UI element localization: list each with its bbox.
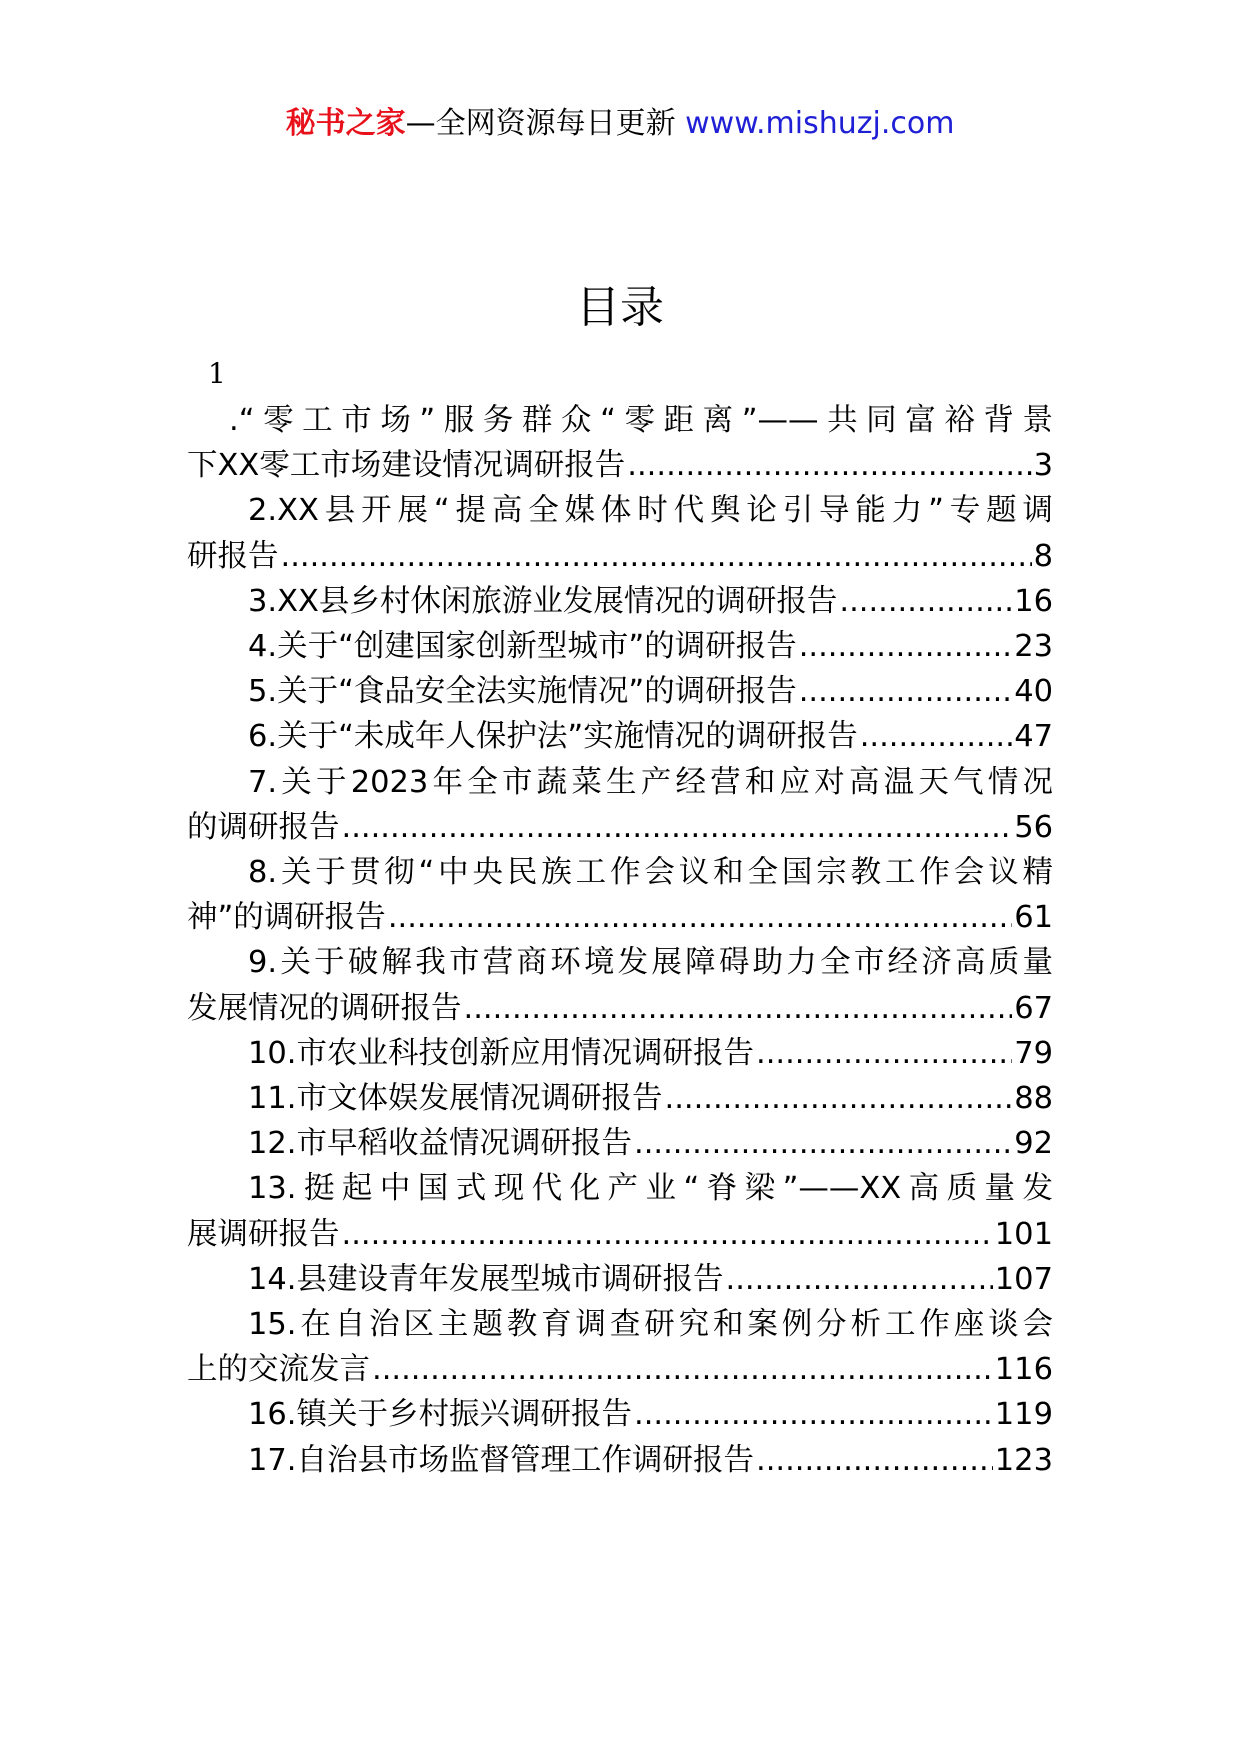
toc-entry-title: 下XX零工市场建设情况调研报告: [187, 448, 626, 484]
table-of-contents: [187, 398, 1053, 1483]
dot-leader: [281, 534, 1032, 579]
toc-entry-title-line: 8.关于贯彻“中央民族工作会议和全国宗教工作会议精: [248, 855, 1053, 891]
toc-entry[interactable]: [187, 1438, 1053, 1483]
toc-entry[interactable]: [187, 850, 1053, 940]
toc-page-number: 107: [994, 1261, 1053, 1297]
toc-entry[interactable]: [187, 624, 1053, 669]
toc-entry[interactable]: [187, 398, 1053, 488]
toc-entry[interactable]: [187, 760, 1053, 850]
toc-entry[interactable]: [187, 488, 1053, 578]
toc-entry-row: [187, 534, 1053, 579]
toc-entry[interactable]: [187, 1257, 1053, 1302]
toc-entry-title: 发展情况的调研报告: [187, 990, 462, 1026]
dot-leader: [726, 1257, 993, 1302]
toc-entry[interactable]: [187, 940, 1053, 1030]
toc-entry-row: [187, 443, 1053, 488]
toc-entry[interactable]: [187, 1392, 1053, 1437]
toc-entry-row: [187, 624, 1053, 669]
toc-entry[interactable]: [187, 1302, 1053, 1392]
toc-entry-title: 14.县建设青年发展型城市调研报告: [248, 1261, 724, 1297]
toc-entry-row: [187, 805, 1053, 850]
dot-leader: [756, 1438, 993, 1483]
site-header: [0, 104, 1240, 144]
site-url[interactable]: www.mishuzj.com: [685, 106, 955, 141]
toc-entry-title: 研报告: [187, 538, 279, 574]
toc-entry-title: 17.自治县市场监督管理工作调研报告: [248, 1442, 755, 1478]
toc-page-number: 123: [994, 1442, 1053, 1478]
toc-page-number: 119: [994, 1397, 1053, 1433]
dot-leader: [342, 805, 1013, 850]
toc-page-number: 47: [1014, 719, 1053, 755]
list-marker: 1: [208, 357, 226, 390]
toc-entry[interactable]: [187, 669, 1053, 714]
toc-entry-title: 10.市农业科技创新应用情况调研报告: [248, 1035, 755, 1071]
toc-page-number: 67: [1014, 990, 1053, 1026]
toc-entry-row: [187, 1392, 1053, 1437]
toc-entry-title: 16.镇关于乡村振兴调研报告: [248, 1397, 633, 1433]
dot-leader: [634, 1392, 993, 1437]
toc-entry-title-line: 13.挺起中国式现代化产业“脊梁”——XX高质量发: [248, 1171, 1053, 1207]
toc-entry-row: [187, 1212, 1053, 1257]
toc-page-number: 56: [1014, 809, 1053, 845]
toc-entry-row: [187, 1031, 1053, 1076]
toc-entry-row: [187, 1257, 1053, 1302]
toc-page-number: 61: [1014, 900, 1053, 936]
toc-entry[interactable]: [187, 1121, 1053, 1166]
toc-entry-title: 5.关于“食品安全法实施情况”的调研报告: [248, 674, 797, 710]
toc-entry-row: [187, 1347, 1053, 1392]
toc-entry-row: [187, 986, 1053, 1031]
toc-page-number: 23: [1014, 629, 1053, 665]
dot-leader: [634, 1121, 1012, 1166]
dot-leader: [860, 714, 1012, 759]
toc-entry-title: 展调研报告: [187, 1216, 340, 1252]
toc-page-number: 40: [1014, 674, 1053, 710]
toc-entry-title: 11.市文体娱发展情况调研报告: [248, 1081, 663, 1117]
toc-entry-title: 4.关于“创建国家创新型城市”的调研报告: [248, 629, 797, 665]
dot-leader: [627, 443, 1031, 488]
toc-entry-title-line: .“零工市场”服务群众“零距离”——共同富裕背景: [229, 403, 1053, 438]
toc-entry[interactable]: [187, 579, 1053, 624]
toc-entry-title: 12.市早稻收益情况调研报告: [248, 1126, 633, 1162]
toc-entry-row: [187, 895, 1053, 940]
toc-page-number: 79: [1014, 1035, 1053, 1071]
toc-entry-title-line: 7.关于2023年全市蔬菜生产经营和应对高温天气情况: [248, 764, 1053, 800]
toc-entry-row: [187, 1438, 1053, 1483]
toc-entry[interactable]: [187, 1166, 1053, 1256]
brand-name: 秘书之家: [285, 106, 406, 141]
toc-page-number: 116: [994, 1352, 1053, 1388]
dot-leader: [464, 986, 1013, 1031]
dot-leader: [342, 1212, 993, 1257]
toc-entry-row: [187, 579, 1053, 624]
toc-page-number: 3: [1033, 448, 1053, 484]
dot-leader: [839, 579, 1012, 624]
toc-page-number: 88: [1014, 1081, 1053, 1117]
toc-entry-row: [187, 714, 1053, 759]
toc-page-number: 101: [994, 1216, 1053, 1252]
dot-leader: [756, 1031, 1012, 1076]
toc-title: 目录: [576, 282, 664, 333]
toc-entry[interactable]: [187, 1031, 1053, 1076]
toc-entry-title-line: 2.XX县开展“提高全媒体时代舆论引导能力”专题调: [248, 493, 1053, 529]
dot-leader: [665, 1076, 1013, 1121]
toc-entry-title: 上的交流发言: [187, 1352, 370, 1388]
toc-entry[interactable]: [187, 714, 1053, 759]
dot-leader: [799, 624, 1012, 669]
toc-entry[interactable]: [187, 1076, 1053, 1121]
dot-leader: [388, 895, 1012, 940]
toc-entry-title: 3.XX县乡村休闲旅游业发展情况的调研报告: [248, 583, 838, 619]
toc-page-number: 16: [1014, 583, 1053, 619]
toc-entry-title: 的调研报告: [187, 809, 340, 845]
toc-page-number: 92: [1014, 1126, 1053, 1162]
toc-entry-row: [187, 1121, 1053, 1166]
toc-entry-title: 神”的调研报告: [187, 900, 386, 936]
toc-entry-title-line: 15.在自治区主题教育调查研究和案例分析工作座谈会: [248, 1307, 1053, 1343]
dot-leader: [799, 669, 1012, 714]
toc-entry-title: 6.关于“未成年人保护法”实施情况的调研报告: [248, 719, 858, 755]
dot-leader: [372, 1347, 993, 1392]
toc-entry-row: [187, 1076, 1053, 1121]
toc-entry-title-line: 9.关于破解我市营商环境发展障碍助力全市经济高质量: [248, 945, 1053, 981]
toc-entry-row: [187, 669, 1053, 714]
header-slogan: —全网资源每日更新: [405, 106, 676, 141]
toc-page-number: 8: [1033, 538, 1053, 574]
